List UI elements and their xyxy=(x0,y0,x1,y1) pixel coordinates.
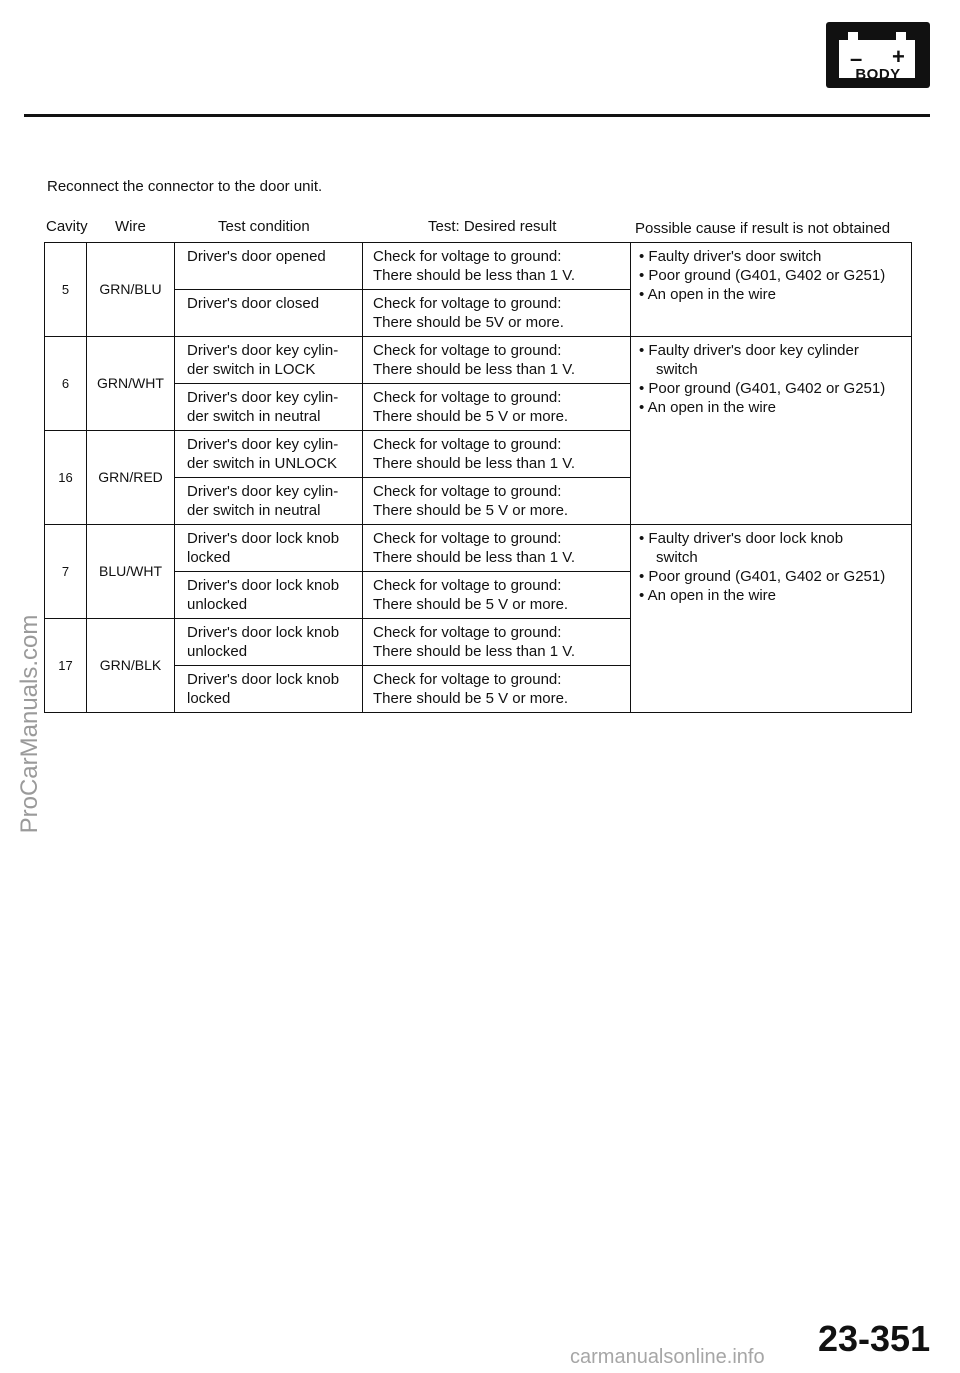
result-cell xyxy=(363,666,631,713)
condition-line: Driver's door key cylin- xyxy=(187,436,339,453)
wire-cell: GRN/BLK xyxy=(87,619,175,713)
condition-cell xyxy=(175,525,363,572)
wire-cell: GRN/WHT xyxy=(87,337,175,431)
result-cell xyxy=(363,384,631,431)
wire-cell: GRN/RED xyxy=(87,431,175,525)
cause-line: • Faulty driver's door switch xyxy=(639,248,822,265)
cause-cell xyxy=(631,337,912,525)
header-test-condition: Test condition xyxy=(218,218,310,235)
result-cell xyxy=(363,619,631,666)
cause-line: • Poor ground (G401, G402 or G251) xyxy=(639,380,886,397)
wire-cell: BLU/WHT xyxy=(87,525,175,619)
battery-terminal-left xyxy=(848,32,858,40)
header-cavity: Cavity xyxy=(46,218,88,235)
result-cell xyxy=(363,243,631,290)
condition-cell xyxy=(175,478,363,525)
cause-line: • Faulty driver's door key cylinder xyxy=(639,342,859,359)
cavity-cell: 16 xyxy=(45,431,87,525)
result-line: There should be 5 V or more. xyxy=(373,690,569,707)
cause-line: switch xyxy=(656,549,698,566)
cause-line: switch xyxy=(656,361,698,378)
result-line: There should be less than 1 V. xyxy=(373,361,576,378)
result-cell xyxy=(363,525,631,572)
condition-line: Driver's door closed xyxy=(187,295,320,312)
table-row xyxy=(45,337,912,384)
condition-line: Driver's door lock knob xyxy=(187,530,340,547)
condition-cell xyxy=(175,666,363,713)
header-wire: Wire xyxy=(115,218,146,235)
cavity-cell: 6 xyxy=(45,337,87,431)
condition-line: Driver's door opened xyxy=(187,248,326,265)
result-line: There should be 5 V or more. xyxy=(373,502,569,519)
cause-cell xyxy=(631,525,912,713)
cause-line: • Faulty driver's door lock knob xyxy=(639,530,844,547)
result-line: There should be 5 V or more. xyxy=(373,408,569,425)
result-line: Check for voltage to ground: xyxy=(373,671,562,688)
result-line: There should be 5 V or more. xyxy=(373,596,569,613)
condition-cell xyxy=(175,572,363,619)
battery-plus-sign: + xyxy=(892,44,905,69)
cavity-cell: 17 xyxy=(45,619,87,713)
diagnostic-table xyxy=(44,242,912,713)
cause-line: • Poor ground (G401, G402 or G251) xyxy=(639,568,886,585)
body-battery-icon xyxy=(826,22,930,88)
result-line: There should be less than 1 V. xyxy=(373,549,576,566)
result-line: There should be less than 1 V. xyxy=(373,643,576,660)
watermark-text: ProCarManuals.com xyxy=(16,614,43,834)
cavity-cell: 5 xyxy=(45,243,87,337)
wire-cell: GRN/BLU xyxy=(87,243,175,337)
cause-line: • An open in the wire xyxy=(639,286,777,303)
condition-line: Driver's door key cylin- xyxy=(187,342,339,359)
condition-cell xyxy=(175,431,363,478)
condition-line: Driver's door lock knob xyxy=(187,624,340,641)
condition-line: unlocked xyxy=(187,596,248,613)
cause-line: • An open in the wire xyxy=(639,587,777,604)
result-line: There should be less than 1 V. xyxy=(373,455,576,472)
instruction-text: Reconnect the connector to the door unit. xyxy=(47,178,323,195)
condition-line: Driver's door lock knob xyxy=(187,577,340,594)
header-desired-result: Test: Desired result xyxy=(428,218,557,235)
result-line: Check for voltage to ground: xyxy=(373,577,562,594)
condition-cell xyxy=(175,290,363,337)
condition-line: Driver's door lock knob xyxy=(187,671,340,688)
condition-line: der switch in LOCK xyxy=(187,361,316,378)
result-cell xyxy=(363,290,631,337)
cause-cell xyxy=(631,243,912,337)
condition-line: Driver's door key cylin- xyxy=(187,389,339,406)
result-cell xyxy=(363,572,631,619)
condition-line: der switch in neutral xyxy=(187,408,321,425)
battery-label: BODY xyxy=(855,66,901,83)
result-line: There should be 5V or more. xyxy=(373,314,564,331)
cause-line: • An open in the wire xyxy=(639,399,777,416)
watermark xyxy=(10,560,50,880)
result-line: Check for voltage to ground: xyxy=(373,295,562,312)
condition-line: unlocked xyxy=(187,643,248,660)
page-number: 23-351 xyxy=(818,1318,931,1359)
cavity-cell: 7 xyxy=(45,525,87,619)
condition-cell xyxy=(175,619,363,666)
result-line: Check for voltage to ground: xyxy=(373,530,562,547)
footer-site-text: carmanualsonline.info xyxy=(570,1346,765,1368)
result-line: Check for voltage to ground: xyxy=(373,342,562,359)
cause-line: • Poor ground (G401, G402 or G251) xyxy=(639,267,886,284)
result-cell xyxy=(363,478,631,525)
condition-line: locked xyxy=(187,549,231,566)
battery-terminal-right xyxy=(896,32,906,40)
condition-line: locked xyxy=(187,690,231,707)
condition-cell xyxy=(175,384,363,431)
header-rule xyxy=(24,114,930,117)
result-cell xyxy=(363,431,631,478)
condition-cell xyxy=(175,337,363,384)
result-line: There should be less than 1 V. xyxy=(373,267,576,284)
condition-cell xyxy=(175,243,363,290)
result-line: Check for voltage to ground: xyxy=(373,624,562,641)
condition-line: Driver's door key cylin- xyxy=(187,483,339,500)
result-line: Check for voltage to ground: xyxy=(373,483,562,500)
condition-line: der switch in UNLOCK xyxy=(187,455,338,472)
header-possible-cause: Possible cause if result is not obtained xyxy=(635,220,891,237)
table-row xyxy=(45,525,912,572)
result-line: Check for voltage to ground: xyxy=(373,436,562,453)
table-row xyxy=(45,243,912,290)
result-cell xyxy=(363,337,631,384)
result-line: Check for voltage to ground: xyxy=(373,389,562,406)
result-line: Check for voltage to ground: xyxy=(373,248,562,265)
battery-minus-sign: – xyxy=(850,46,863,71)
condition-line: der switch in neutral xyxy=(187,502,321,519)
